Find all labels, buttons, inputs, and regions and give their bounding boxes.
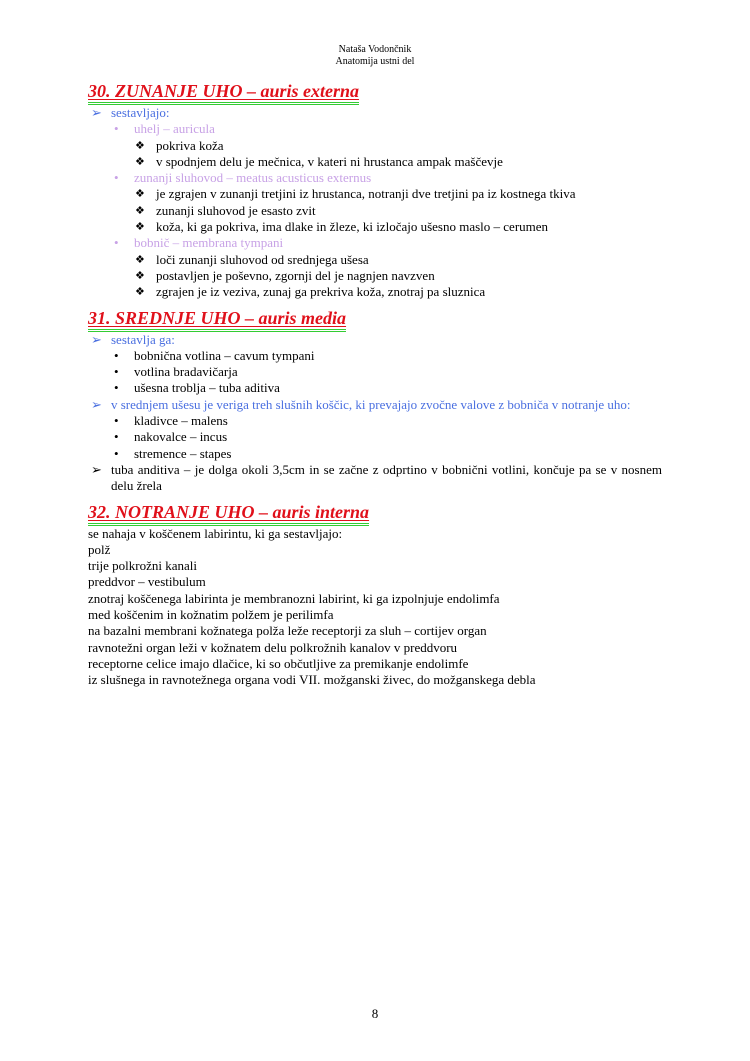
diamond-bullet-icon: ❖ (135, 221, 145, 234)
list-item (88, 170, 662, 186)
text-line (88, 591, 662, 607)
page-number: 8 (371, 1006, 379, 1021)
header-author: Nataša Vodončnik (338, 44, 412, 55)
list-item-text: zunanji sluhovod je esasto zvit (156, 202, 316, 218)
list-item (88, 219, 662, 235)
list-item (88, 203, 662, 219)
round-bullet-icon: • (114, 380, 119, 396)
list-item-text: nakovalce – incus (134, 429, 228, 445)
text-line (88, 542, 662, 558)
list-item-text: v spodnjem delu je mečnica, v kateri ni hrustanca ampak maščevje (156, 153, 503, 169)
header-subject: Anatomija ustni del (335, 56, 415, 67)
list-item-text: ravnotežni organ leži v kožnatem delu polkrožnih kanalov v preddvoru (88, 639, 458, 655)
list-item-text: sestavljajo: (111, 105, 170, 120)
list-item-text: bobnična votlina – cavum tympani (134, 347, 315, 363)
list-item-text: receptorne celice imajo dlačice, ki so občutljive za premikanje endolimfe (88, 655, 469, 671)
arrow-bullet-icon: ➢ (91, 331, 102, 347)
list-item-text: pokriva koža (156, 137, 224, 153)
list-item-text: zgrajen je iz veziva, zunaj ga prekriva koža, znotraj pa sluznica (156, 284, 486, 300)
text-line (88, 558, 662, 574)
list-item-text: kladivce – malens (134, 413, 228, 429)
list-item-text: sestavlja ga: (111, 331, 175, 347)
list-item (88, 429, 662, 445)
list-item-text: votlina bradavičarja (134, 364, 238, 380)
list-item (88, 186, 662, 202)
list-item (88, 284, 662, 300)
section (88, 307, 662, 495)
list-item (88, 121, 662, 137)
list-item-text: ušesna troblja – tuba aditiva (134, 380, 280, 396)
list-item (88, 462, 662, 495)
list-item (88, 268, 662, 284)
list-item-text: koža, ki ga pokriva, ima dlake in žleze, ki izločajo ušesno maslo – cerumen (156, 219, 549, 235)
list-item-text: se nahaja v koščenem labirintu, ki ga sestavljajo: (88, 525, 343, 541)
list-item (88, 138, 662, 154)
text-line (88, 607, 662, 623)
list-item-text: med koščenim in kožnatim polžem je perilimfa (88, 607, 334, 623)
list-item-text: bobnič – membrana tympani (134, 235, 284, 251)
section-heading: 30. ZUNANJE UHO – auris externa (88, 80, 359, 105)
list-item (88, 380, 662, 396)
list-item (88, 332, 662, 348)
list-item (88, 154, 662, 170)
round-bullet-icon: • (114, 121, 119, 137)
diamond-bullet-icon: ❖ (135, 269, 145, 282)
round-bullet-icon: • (114, 429, 119, 445)
list-item-text: postavljen je poševno, zgornji del je nagnjen navzven (156, 267, 435, 283)
arrow-bullet-icon: ➢ (91, 461, 102, 477)
round-bullet-icon: • (114, 364, 119, 380)
round-bullet-icon: • (114, 413, 119, 429)
section (88, 501, 662, 689)
list-item (88, 397, 662, 413)
text-line (88, 656, 662, 672)
text-line (88, 640, 662, 656)
round-bullet-icon: • (114, 445, 119, 461)
list-item-text: zunanji sluhovod – meatus acusticus externus (134, 170, 372, 186)
list-item (88, 252, 662, 268)
diamond-bullet-icon: ❖ (135, 253, 145, 266)
list-item (88, 364, 662, 380)
list-item-text: je zgrajen v zunanji tretjini iz hrustanca, notranji dve tretjini pa iz kostnega tkiva (156, 186, 576, 202)
list-item-text: uhelj – auricula (134, 121, 215, 137)
list-item-text: iz slušnega in ravnotežnega organa vodi VII. možganski živec, do možganskega debla (88, 672, 536, 688)
section-heading: 31. SREDNJE UHO – auris media (88, 307, 346, 332)
arrow-bullet-icon: ➢ (91, 396, 102, 412)
list-item (88, 105, 662, 121)
list-item-text: polž (88, 541, 111, 557)
diamond-bullet-icon: ❖ (135, 188, 145, 201)
list-item-text: loči zunanji sluhovod od srednjega ušesa (156, 251, 369, 267)
diamond-bullet-icon: ❖ (135, 204, 145, 217)
list-item-text: trije polkrožni kanali (88, 558, 198, 574)
list-item (88, 348, 662, 364)
list-item-text: stremence – stapes (134, 445, 232, 461)
arrow-bullet-icon: ➢ (91, 105, 102, 120)
round-bullet-icon: • (114, 235, 119, 251)
list-item (88, 446, 662, 462)
section (88, 80, 662, 301)
list-item (88, 413, 662, 429)
list-item-text: na bazalni membrani kožnatega polža leže receptorji za sluh – cortijev organ (88, 623, 487, 639)
text-line (88, 672, 662, 688)
list-item-text: znotraj koščenega labirinta je membranozni labirint, ki ga izpolnjuje endolimfa (88, 590, 500, 606)
round-bullet-icon: • (114, 170, 119, 186)
diamond-bullet-icon: ❖ (135, 155, 145, 168)
list-item-text: preddvor – vestibulum (88, 574, 206, 590)
page-header (0, 44, 750, 68)
list-item (88, 235, 662, 251)
list-item-text: tuba anditiva – je dolga okoli 3,5cm in se začne z odprtino v bobnični votlini, končuje pa se v nosnem delu žrela (111, 461, 662, 494)
text-line (88, 623, 662, 639)
round-bullet-icon: • (114, 347, 119, 363)
section-heading: 32. NOTRANJE UHO – auris interna (88, 501, 369, 526)
document-body (88, 80, 662, 695)
text-line (88, 526, 662, 542)
text-line (88, 574, 662, 590)
diamond-bullet-icon: ❖ (135, 286, 145, 299)
diamond-bullet-icon: ❖ (135, 139, 145, 152)
list-item-text: v srednjem ušesu je veriga treh slušnih koščic, ki prevajajo zvočne valove z bobniča v notranje uho: (111, 396, 631, 412)
